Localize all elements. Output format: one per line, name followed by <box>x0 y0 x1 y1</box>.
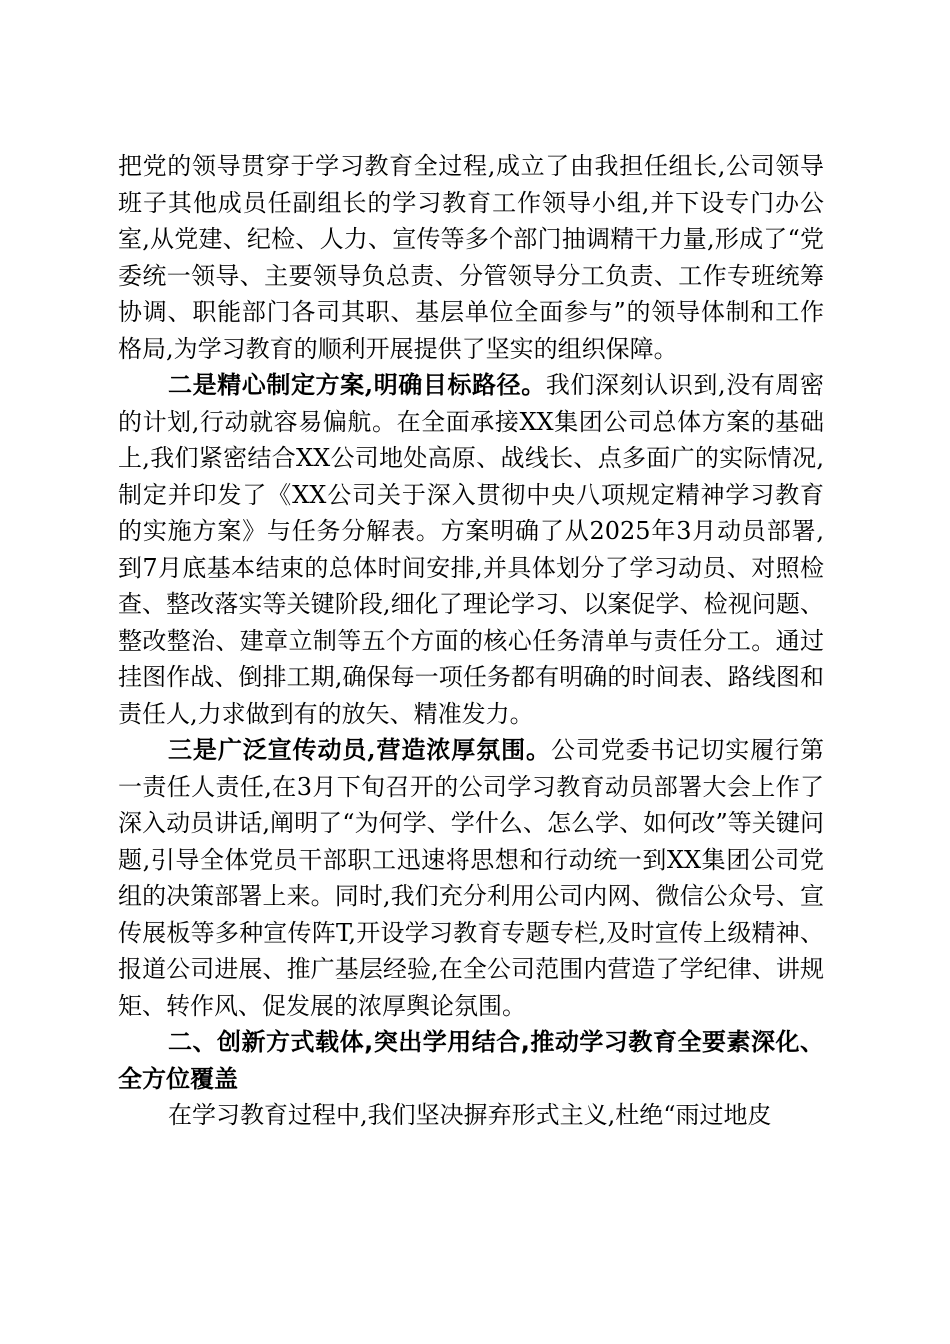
paragraph-leadership-group: 把党的领导贯穿于学习教育全过程,成立了由我担任组长,公司领导班子其他成员任副组长的学习教育工作领导小组,并下设专门办公室,从党建、纪检、人力、宣传等多个部门抽调精干力量,形成了“党委统一领导、主要领导负总责、分管领导分工负责、工作专班统筹协调、职能部门各司其职、基层单位全面参与”的领导体制和工作格局,为学习教育的顺利开展提供了坚实的组织保障。 <box>118 152 824 363</box>
paragraph-plan-lead: 二是精心制定方案,明确目标路径。 <box>168 370 546 399</box>
section-heading-2: 二、创新方式载体,突出学用结合,推动学习教育全要素深化、全方位覆盖 <box>118 1028 824 1093</box>
document-body <box>118 148 824 1134</box>
paragraph-publicity <box>118 732 824 1024</box>
paragraph-publicity-lead: 三是广泛宣传动员,营造浓厚氛围。 <box>168 735 551 764</box>
paragraph-plan <box>118 367 824 732</box>
paragraph-plan-body: 我们深刻认识到,没有周密的计划,行动就容易偏航。在全面承接XX集团公司总体方案的基础上,我们紧密结合XX公司地处高原、战线长、点多面广的实际情况,制定并印发了《XX公司关于深入贯彻中央八项规定精神学习教育的实施方案》与任务分解表。方案明确了从2025年3月动员部署,到7月底基本结束的总体时间安排,并具体划分了学习动员、对照检查、整改落实等关键阶段,细化了理论学习、以案促学、检视问题、整改整治、建章立制等五个方面的核心任务清单与责任分工。通过挂图作战、倒排工期,确保每一项任务都有明确的时间表、路线图和责任人,力求做到有的放矢、精准发力。 <box>118 371 824 728</box>
paragraph-publicity-body: 公司党委书记切实履行第一责任人责任,在3月下旬召开的公司学习教育动员部署大会上作了深入动员讲话,阐明了“为何学、学什么、怎么学、如何改”等关键问题,引导全体党员干部职工迅速将思想和行动统一到XX集团公司党组的决策部署上来。同时,我们充分利用公司内网、微信公众号、宣传展板等多种宣传阵T,开设学习教育专题专栏,及时宣传上级精神、报道公司进展、推广基层经验,在全公司范围内营造了学纪律、讲规矩、转作风、促发展的浓厚舆论氛围。 <box>118 736 824 1020</box>
paragraph-method: 在学习教育过程中,我们坚决摒弃形式主义,杜绝“雨过地皮 <box>168 1101 772 1129</box>
